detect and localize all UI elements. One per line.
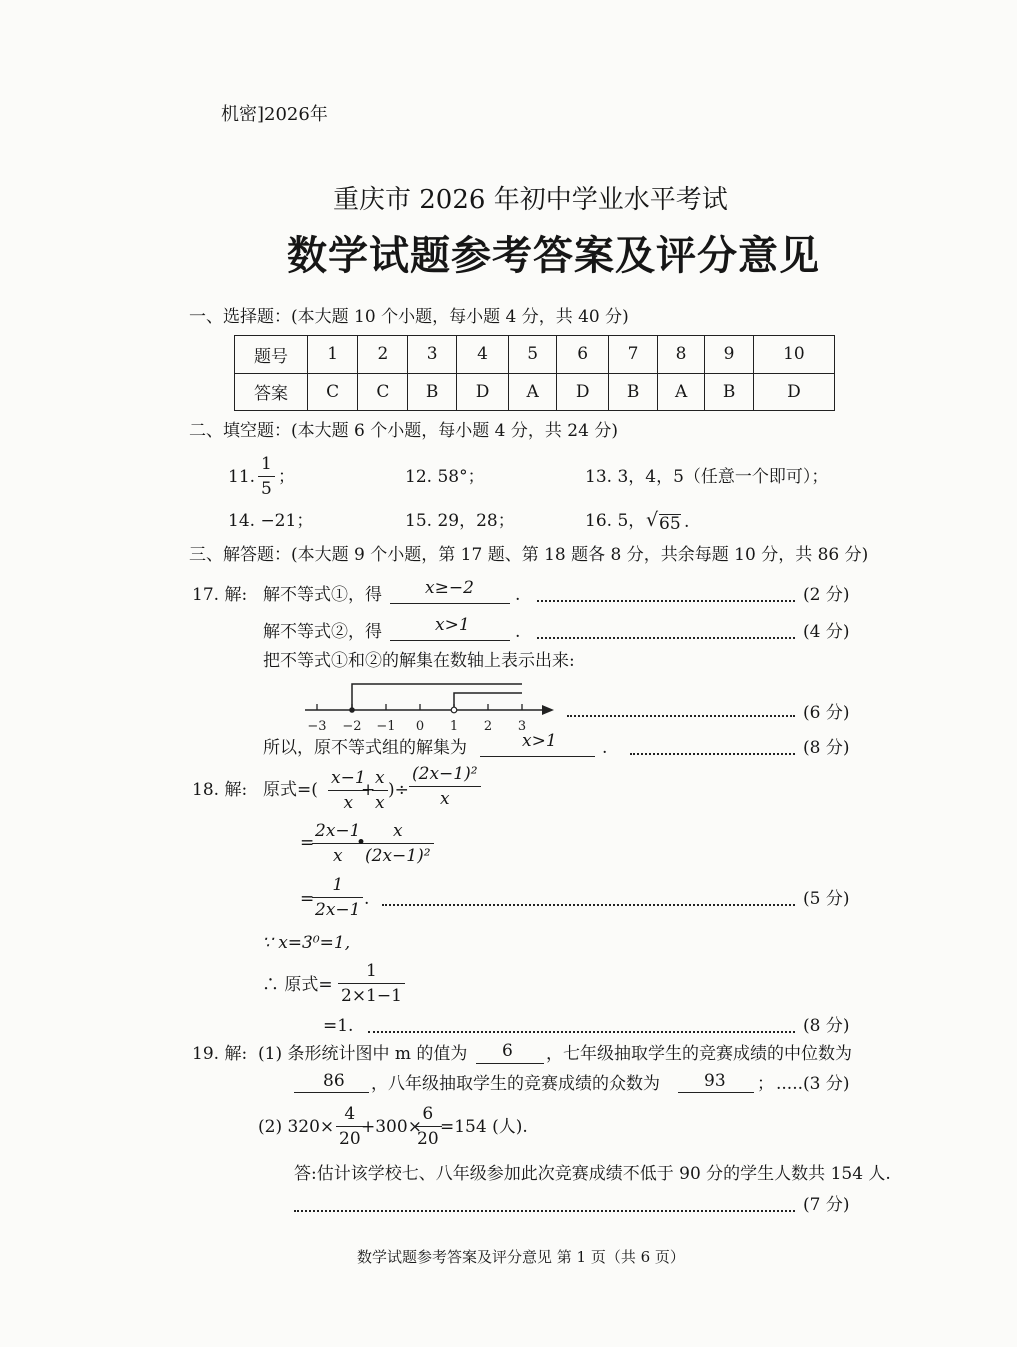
q17-score-3: (6 分) [803,703,850,723]
q19-part2-text-c: =154 (人). [440,1117,528,1137]
q19-part1-semicolon: ； [757,1074,774,1094]
period: . [515,585,521,605]
open-point-icon [451,707,457,713]
denominator: x [439,789,450,809]
q18-fraction-5 [362,823,434,865]
answer-blank [294,1092,369,1093]
denominator: 2x−1 [315,900,361,920]
q16-radicand: 65 [659,514,681,534]
number-cell: 3 [408,336,456,374]
exam-title: 重庆市 2026 年初中学业水平考试 [333,185,728,215]
q18-fraction-3 [409,766,481,808]
q19-median-value: 86 [323,1071,345,1091]
q16-prefix: 16. 5， [585,511,646,531]
q19-label: 19. 解: [192,1044,248,1064]
answer-cell: B [705,373,753,411]
q14-answer: 14. −21； [228,511,314,531]
leader-dots [567,715,795,717]
denominator: x [332,846,343,866]
number-cell: 5 [509,336,557,374]
answer-cell: B [609,373,657,411]
plus-sign: + [361,780,376,800]
q19-part1-text-b: ，七年级抽取学生的竞赛成绩的中位数为 [546,1044,852,1064]
q12-answer: 12. 58°； [405,467,485,487]
multiply-dot: • [356,833,367,853]
number-cell: 4 [456,336,508,374]
q16-suffix: . [684,512,690,532]
answer-cell: D [456,373,508,411]
q19-fraction-2 [414,1106,442,1148]
question-number-row [235,336,835,374]
q17-line2-text: 解不等式②，得 [263,622,382,642]
leader-dots [537,600,795,602]
q17-line2-answer: x>1 [435,615,470,635]
numerator: x−1 [331,768,366,788]
period: . [602,738,608,758]
numerator: 1 [366,961,377,981]
sqrt-symbol: √ [646,509,659,531]
q15-answer: 15. 29，28； [405,511,515,531]
period: . [515,622,521,642]
q11-suffix: ； [278,467,295,487]
number-cell: 7 [609,336,657,374]
section2-heading: 二、填空题：(本大题 6 个小题，每小题 4 分，共 24 分) [189,421,618,441]
q19-part1-text-c: ，八年级抽取学生的竞赛成绩的众数为 [371,1074,660,1094]
number-cell: 1 [308,336,358,374]
answer-blank [390,603,510,604]
numerator: 6 [422,1104,434,1124]
q18-fraction-6 [312,877,363,919]
denominator: x [375,793,385,813]
answer-cell: C [358,373,408,411]
q18-score-1: (5 分) [803,889,850,909]
q11-denominator: 5 [261,479,272,499]
q17-score-1: (2 分) [803,585,850,605]
leader-dots [630,753,795,755]
confidential-label: 机密]2026年 [221,104,328,125]
q18-result: =1. [323,1016,354,1036]
document-title: 数学试题参考答案及评分意见 [287,232,820,279]
q18-fraction-7 [338,963,405,1005]
numerator: 4 [344,1104,356,1124]
number-cell: 2 [358,336,408,374]
q19-fraction-1 [336,1106,364,1148]
axis-tick-label: 3 [517,719,527,734]
axis-tick-label: −1 [376,719,396,734]
row-label-answer: 答案 [235,373,308,411]
number-line-diagram [300,676,560,736]
answer-blank [390,640,510,641]
q19-part2-text-b: +300× [361,1117,422,1137]
denominator: x [343,793,354,813]
q19-answer-statement: 答:估计该学校七、八年级参加此次竞赛成绩不低于 90 分的学生人数共 154 人. [294,1164,891,1184]
q11-label: 11. [228,467,256,487]
q19-part1-text-a: (1) 条形统计图中 m 的值为 [258,1044,468,1064]
q17-line3-text: 把不等式①和②的解集在数轴上表示出来: [263,651,575,671]
denominator: (2x−1)² [365,846,431,866]
q17-score-4: (8 分) [803,738,850,758]
q11-numerator: 1 [261,454,272,474]
answer-row [235,373,835,411]
leader-dots [368,1031,795,1033]
answer-blank [678,1092,754,1093]
q17-line1-text: 解不等式①，得 [263,585,382,605]
divide-sign: )÷ [388,780,409,800]
number-cell: 9 [705,336,753,374]
page-footer: 数学试题参考答案及评分意见 第 1 页（共 6 页） [357,1248,685,1266]
answer-cell: A [657,373,705,411]
axis-tick-label: −3 [307,719,327,734]
denominator: 20 [417,1129,439,1149]
number-cell: 6 [556,336,608,374]
q11-fraction [258,456,275,498]
section1-heading: 一、选择题：(本大题 10 个小题，每小题 4 分，共 40 分) [189,307,629,327]
q18-score-2: (8 分) [803,1016,850,1036]
answer-blank [480,756,595,757]
q19-part2-text-a: (2) 320× [258,1117,335,1137]
section3-heading: 三、解答题：(本大题 9 个小题，第 17 题、第 18 题各 8 分，共余每题 10 分，共 86 分) [189,545,869,565]
q17-score-2: (4 分) [803,622,850,642]
answer-cell: B [408,373,456,411]
q17-label: 17. 解: [192,585,248,605]
leader-dots [382,904,795,906]
q18-therefore: ∴ 原式= [262,975,333,995]
closed-point-icon [349,707,355,713]
period: . [364,889,370,909]
q19-score-2: (7 分) [803,1195,850,1215]
short-leader-dots: ..... [776,1074,804,1094]
answer-blank [476,1063,544,1064]
row-label-number: 题号 [235,336,308,374]
q13-answer: 13. 3，4，5（任意一个即可）； [585,467,829,487]
axis-arrow-icon [542,705,554,715]
numerator: x [392,821,403,841]
leader-dots [294,1210,795,1212]
q17-final-answer: x>1 [522,731,557,751]
equals-sign: = [300,833,315,853]
q18-because: ∵ x=3⁰=1, [262,933,351,953]
q17-line5-text: 所以，原不等式组的解集为 [263,738,467,758]
number-cell: 10 [753,336,834,374]
answer-cell: C [308,373,358,411]
denominator: 2×1−1 [341,986,402,1006]
leader-dots [537,637,795,639]
denominator: 20 [339,1129,361,1149]
axis-tick-label: 2 [483,719,493,734]
axis-tick-label: −2 [342,719,362,734]
q19-m-value: 6 [502,1041,513,1061]
answer-cell: A [509,373,557,411]
axis-tick-label: 1 [449,719,459,734]
equals-sign: = [300,889,315,909]
answer-table [234,335,835,411]
q18-orig: 原式=( [263,780,318,800]
numerator: x [375,768,385,788]
q19-mode-value: 93 [704,1071,726,1091]
numerator: (2x−1)² [412,764,478,784]
q18-fraction-2 [372,770,388,812]
q18-label: 18. 解: [192,780,248,800]
numerator: 2x−1 [315,821,361,841]
answer-cell: D [556,373,608,411]
number-cell: 8 [657,336,705,374]
q17-line1-answer: x≥−2 [425,578,474,598]
answer-cell: D [753,373,834,411]
solution-set-x-ge-neg2 [352,684,522,710]
numerator: 1 [332,875,344,895]
axis-tick-label: 0 [415,719,425,734]
q19-score-1: (3 分) [803,1074,850,1094]
